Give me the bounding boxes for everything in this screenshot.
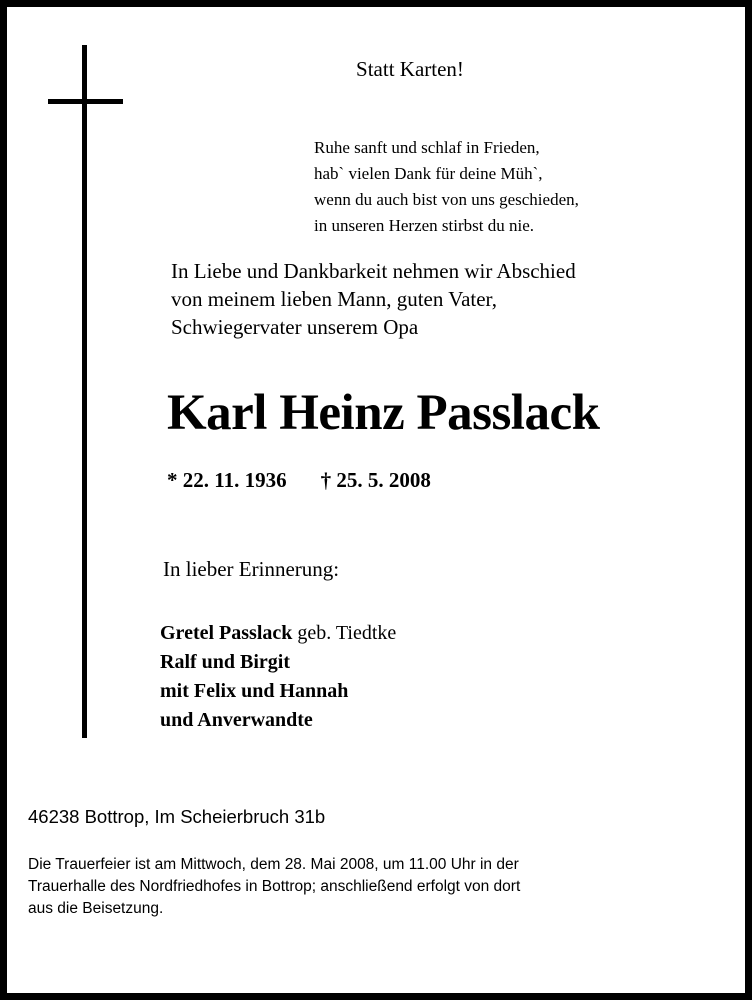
funeral-line: Die Trauerfeier ist am Mittwoch, dem 28. Mai 2008, um 11.00 Uhr in der [28, 856, 519, 873]
funeral-info [28, 854, 728, 920]
family-member-name: Gretel Passlack [160, 622, 293, 644]
farewell-text [171, 257, 731, 341]
poem [314, 135, 714, 239]
poem-line: hab` vielen Dank für deine Müh`, [314, 164, 543, 183]
death-date: † 25. 5. 2008 [320, 468, 431, 492]
memory-line: In lieber Erinnerung: [163, 557, 340, 581]
family-member: und Anverwandte [160, 709, 313, 731]
family-member-suffix: geb. Tiedtke [292, 622, 397, 644]
cross-horizontal-bar [48, 99, 123, 104]
poem-line: wenn du auch bist von uns geschieden, [314, 190, 579, 209]
funeral-line: Trauerhalle des Nordfriedhofes in Bottrop; anschließend erfolgt von dort [28, 878, 521, 895]
farewell-line: von meinem lieben Mann, guten Vater, [171, 287, 497, 311]
deceased-name: Karl Heinz Passlack [167, 385, 600, 441]
family-member: Ralf und Birgit [160, 651, 291, 673]
poem-line: Ruhe sanft und schlaf in Frieden, [314, 138, 540, 157]
notice-heading: Statt Karten! [356, 57, 464, 81]
life-dates [167, 466, 667, 494]
cross-vertical-bar [82, 45, 87, 738]
family-member: mit Felix und Hannah [160, 680, 349, 702]
poem-line: in unseren Herzen stirbst du nie. [314, 216, 534, 235]
family-list [160, 619, 396, 735]
family-member [160, 619, 396, 648]
farewell-line: Schwiegervater unserem Opa [171, 315, 419, 339]
birth-date: * 22. 11. 1936 [167, 468, 287, 492]
farewell-line: In Liebe und Dankbarkeit nehmen wir Abschied [171, 259, 576, 283]
funeral-line: aus die Beisetzung. [28, 900, 164, 917]
address: 46238 Bottrop, Im Scheierbruch 31b [28, 806, 326, 827]
